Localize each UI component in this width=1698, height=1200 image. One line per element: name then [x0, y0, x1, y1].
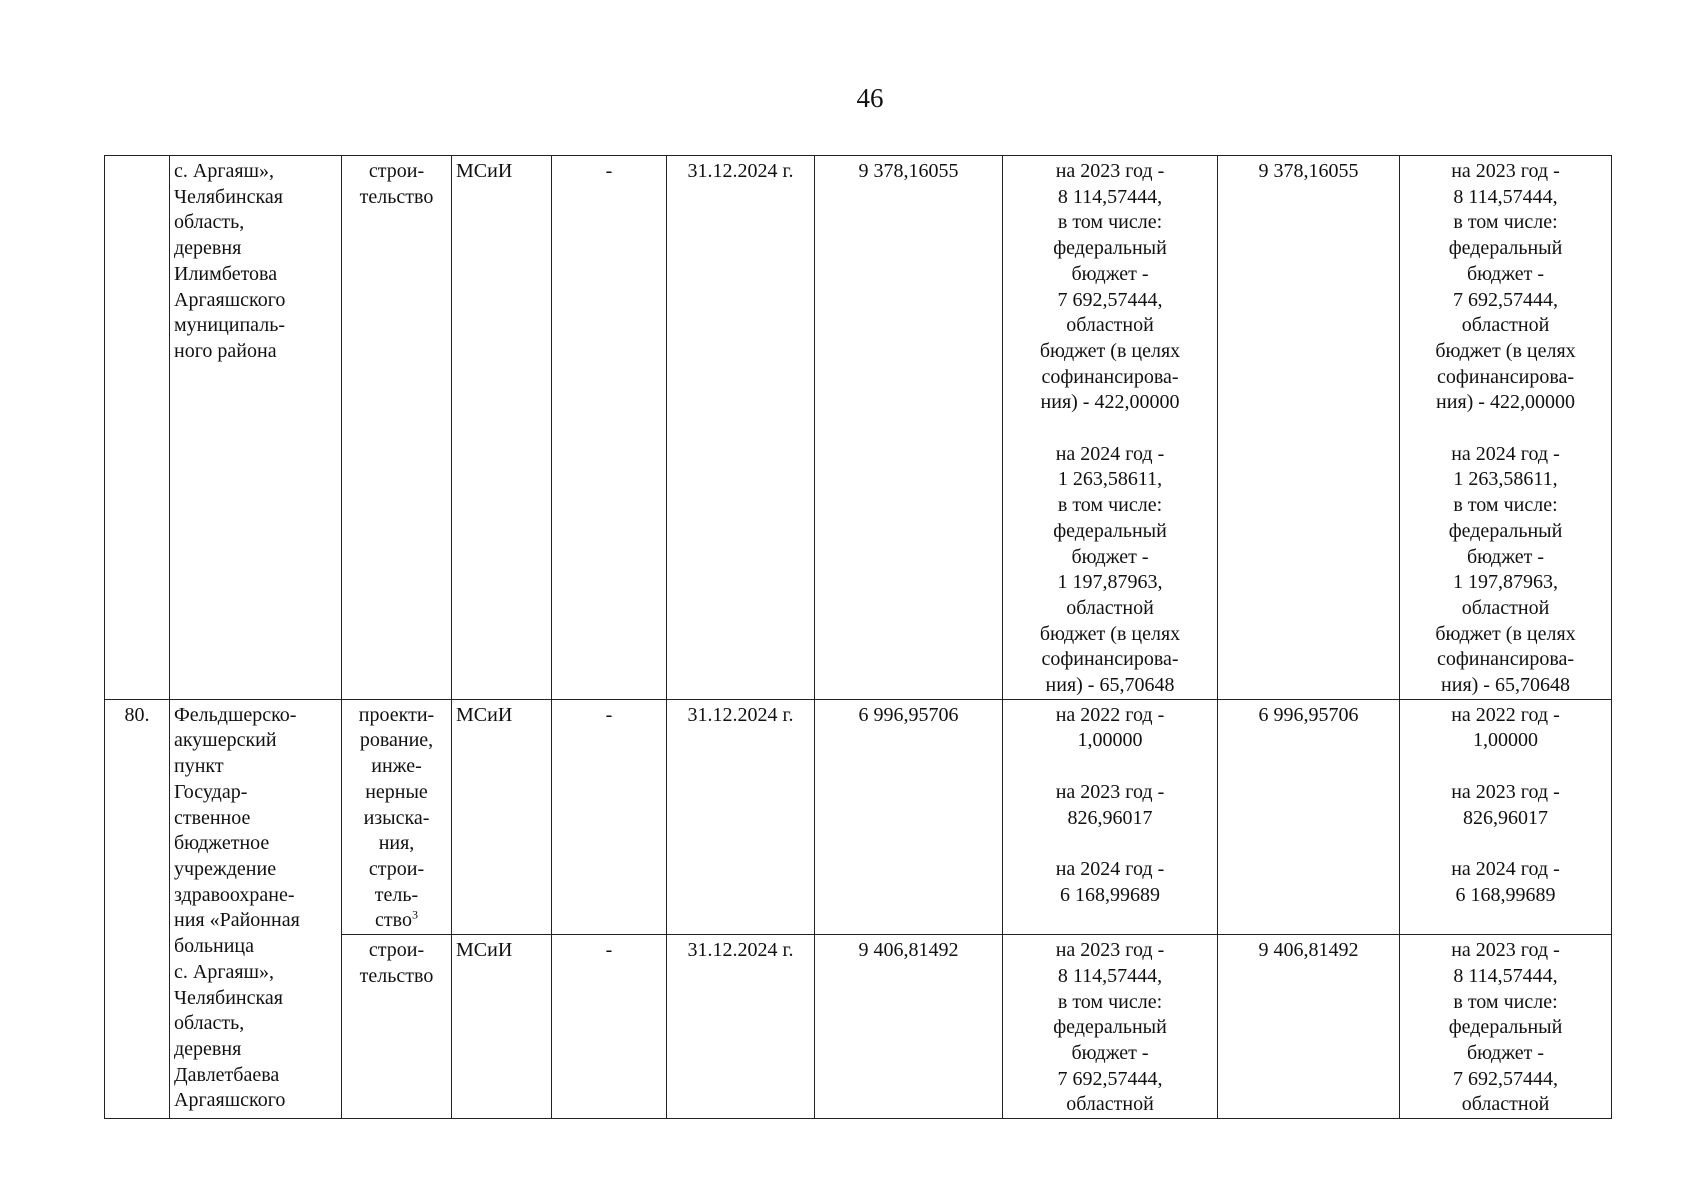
- object-name: Фельдшерско- акушерский пункт Государ- ственное бюджетное учреждение здравоохране- ния «Районная больница с. Аргаяш», Челябинская область, деревня Давлетбаева Аргаяшского: [170, 699, 342, 1118]
- footnote-mark: 3: [411, 907, 418, 922]
- object-name: с. Аргаяш», Челябинская область, деревня Илимбетова Аргаяшского муниципаль- ного района: [170, 156, 342, 700]
- financing-schedule: на 2023 год - 8 114,57444, в том числе: федеральный бюджет - 7 692,57444, областной: [1003, 935, 1218, 1119]
- customer: МСиИ: [452, 156, 552, 700]
- financing-schedule-2: на 2023 год - 8 114,57444, в том числе: федеральный бюджет - 7 692,57444, областной бюджет (в целях софинансирова- ния) - 422,00000 на 2024 год - 1 263,58611, в том числе: федеральный бюджет - 1 197,87963, областной бюджет (в целях софинансирова- ния) - 65,70648: [1400, 156, 1612, 700]
- table-row: [105, 699, 1612, 934]
- work-type: [342, 156, 452, 700]
- row-number: [105, 156, 170, 700]
- estimated-cost-2: 9 378,16055: [1218, 156, 1400, 700]
- dash-cell: -: [552, 935, 667, 1119]
- estimated-cost: 9 406,81492: [815, 935, 1003, 1119]
- work-type-text: строи- тельство: [359, 939, 434, 987]
- estimated-cost: 6 996,95706: [815, 699, 1003, 934]
- work-type-text: проекти- рование, инже- нерные изыска- ния, строи- тель- ство: [358, 703, 435, 932]
- customer: МСиИ: [452, 935, 552, 1119]
- financing-schedule: на 2023 год - 8 114,57444, в том числе: федеральный бюджет - 7 692,57444, областной бюджет (в целях софинансирова- ния) - 422,00000 на 2024 год - 1 263,58611, в том числе: федеральный бюджет - 1 197,87963, областной бюджет (в целях софинансирова- ния) - 65,70648: [1003, 156, 1218, 700]
- financing-schedule-2: на 2022 год - 1,00000 на 2023 год - 826,96017 на 2024 год - 6 168,99689: [1400, 699, 1612, 934]
- deadline-date: 31.12.2024 г.: [667, 935, 815, 1119]
- work-type: [342, 935, 452, 1119]
- row-number: 80.: [105, 699, 170, 1118]
- estimated-cost: 9 378,16055: [815, 156, 1003, 700]
- work-type-text: строи- тельство: [359, 160, 434, 208]
- estimated-cost-2: 6 996,95706: [1218, 699, 1400, 934]
- financing-schedule-2: на 2023 год - 8 114,57444, в том числе: федеральный бюджет - 7 692,57444, областной: [1400, 935, 1612, 1119]
- dash-cell: -: [552, 156, 667, 700]
- dash-cell: -: [552, 699, 667, 934]
- page-number: 46: [856, 83, 884, 113]
- estimated-cost-2: 9 406,81492: [1218, 935, 1400, 1119]
- deadline-date: 31.12.2024 г.: [667, 156, 815, 700]
- deadline-date: 31.12.2024 г.: [667, 699, 815, 934]
- objects-table: [104, 155, 1612, 1119]
- table-row: [105, 156, 1612, 700]
- customer: МСиИ: [452, 699, 552, 934]
- financing-schedule: на 2022 год - 1,00000 на 2023 год - 826,96017 на 2024 год - 6 168,99689: [1003, 699, 1218, 934]
- work-type: [342, 699, 452, 934]
